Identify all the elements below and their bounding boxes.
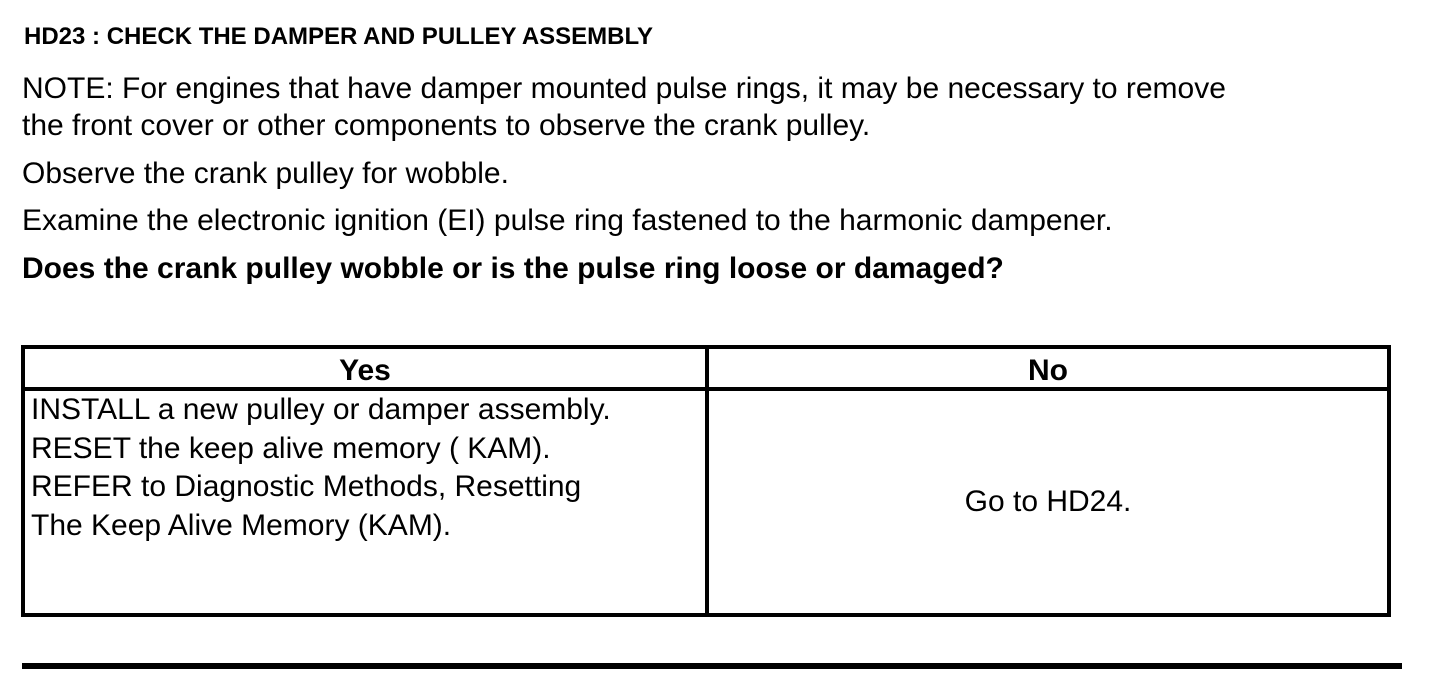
- no-action-text: Go to HD24.: [964, 485, 1132, 518]
- yes-action-cell: [31, 391, 701, 545]
- note-paragraph: [22, 70, 1226, 144]
- note-line: the front cover or other components to observe the crank pulley.: [22, 109, 871, 142]
- yes-column-header: Yes: [339, 354, 391, 387]
- no-column-header: No: [1028, 354, 1068, 387]
- decision-table: [21, 345, 1391, 617]
- examine-instruction: Examine the electronic ignition (EI) pulse ring fastened to the harmonic dampener.: [22, 204, 1113, 237]
- note-line: NOTE: For engines that have damper mounted pulse rings, it may be necessary to remove: [22, 72, 1226, 105]
- diagnostic-question: Does the crank pulley wobble or is the pulse ring loose or damaged?: [22, 252, 1004, 285]
- yes-action-line: INSTALL a new pulley or damper assembly.: [31, 393, 611, 426]
- yes-action-line: RESET the keep alive memory ( KAM).: [31, 431, 551, 465]
- observe-instruction: Observe the crank pulley for wobble.: [22, 157, 509, 190]
- no-action-cell: [709, 391, 1387, 613]
- yes-action-line: The Keep Alive Memory (KAM).: [31, 508, 452, 542]
- yes-action-line: REFER to Diagnostic Methods, Resetting: [31, 470, 582, 503]
- procedure-heading: HD23 : CHECK THE DAMPER AND PULLEY ASSEMBLY: [24, 23, 653, 50]
- section-bottom-rule: [22, 663, 1402, 669]
